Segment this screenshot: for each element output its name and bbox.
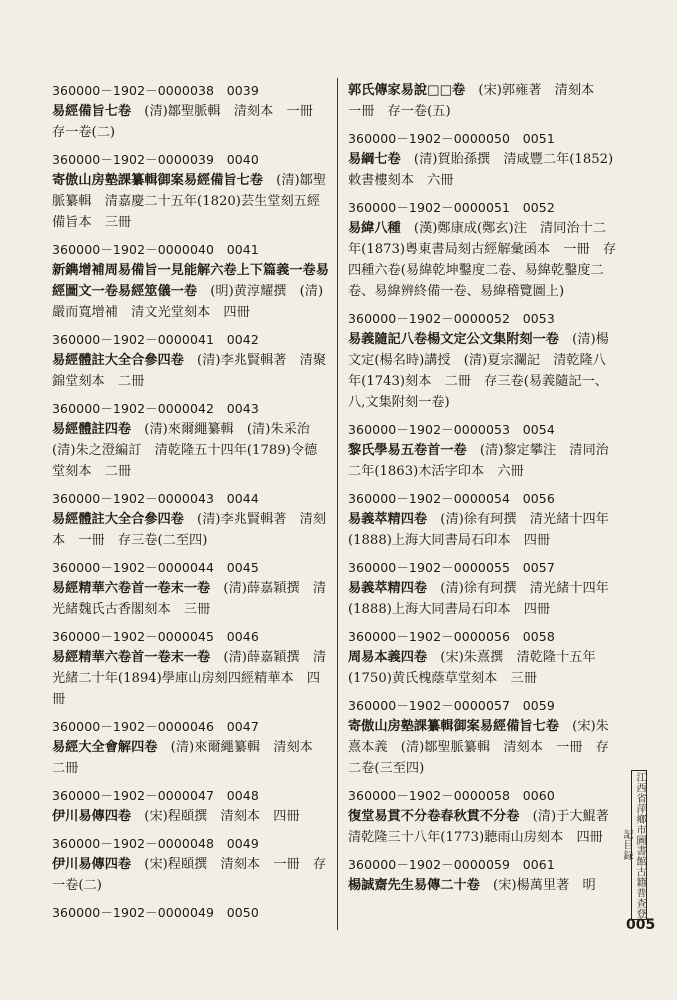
catalog-entry <box>348 128 618 191</box>
catalog-entry <box>348 419 618 482</box>
entry-title: 易經體註大全合參四卷 <box>52 512 184 527</box>
entry-id: 360000－1902－0000057 0059 <box>348 698 555 713</box>
catalog-entry <box>52 626 330 710</box>
catalog-entry <box>348 308 618 413</box>
entry-details: (清)賀貽孫撰 清咸豐二年(1852)敕書樓刻本 六冊 <box>348 152 614 188</box>
catalog-entry <box>52 80 330 143</box>
entry-id: 360000－1902－0000040 0041 <box>52 242 259 257</box>
entry-title: 復堂易貫不分卷春秋貫不分卷 <box>348 809 520 824</box>
entry-description <box>348 647 618 689</box>
entry-title: 易綱七卷 <box>348 152 401 167</box>
entry-description <box>348 149 618 191</box>
entry-description <box>52 350 330 392</box>
catalog-entry <box>52 329 330 392</box>
entry-title: 郭氏傳家易說□□卷 <box>348 83 466 98</box>
catalog-entry <box>52 239 330 323</box>
catalog-entry <box>52 716 330 779</box>
entry-title: 寄傲山房塾課纂輯御案易經備旨七卷 <box>52 173 263 188</box>
left-column <box>52 80 330 929</box>
catalog-entry <box>52 557 330 620</box>
entry-id: 360000－1902－0000054 0056 <box>348 491 555 506</box>
entry-id: 360000－1902－0000051 0052 <box>348 200 555 215</box>
entry-description <box>52 806 330 827</box>
entry-details: (宋)朱熹本義 (清)鄒聖脈纂輯 清刻本 一冊 存二卷(三至四) <box>348 719 609 776</box>
catalog-entry <box>52 902 330 923</box>
entry-description <box>348 80 618 122</box>
entry-description <box>348 218 618 302</box>
side-label: 江西省萍鄉市圖書館古籍普查登記目録 <box>621 771 645 919</box>
entry-id: 360000－1902－0000043 0044 <box>52 491 259 506</box>
entry-details: (漢)鄭康成(鄭玄)注 清同治十二年(1873)粵東書局刻古經解彙函本 一冊 存四種六卷(易緯乾坤鑿度二卷、易緯乾鑿度二卷、易緯辨終備一卷、易緯稽覽圖上) <box>348 221 617 299</box>
entry-title: 易經大全會解四卷 <box>52 740 158 755</box>
entry-title: 楊誠齋先生易傳二十卷 <box>348 878 480 893</box>
entry-details: (宋)程頤撰 清刻本 一冊 存一卷(二) <box>52 857 327 893</box>
entry-id: 360000－1902－0000039 0040 <box>52 152 259 167</box>
entry-details: (清)黎定攀注 清同治二年(1863)木活字印本 六冊 <box>348 443 609 479</box>
entry-title: 易經精華六卷首一卷末一卷 <box>52 650 211 665</box>
entry-description <box>52 419 330 482</box>
entry-description <box>52 260 330 323</box>
entry-description <box>348 578 618 620</box>
entry-details: (清)薛嘉穎撰 清光緒二十年(1894)學庫山房刻四經精華本 四冊 <box>52 650 327 707</box>
entry-id: 360000－1902－0000059 0061 <box>348 857 555 872</box>
entry-details: (清)楊文定(楊名時)講授 (清)夏宗瀾記 清乾隆八年(1743)刻本 二冊 存三卷(易義隨記一、八,文集附刻一卷) <box>348 332 609 410</box>
entry-id: 360000－1902－0000050 0051 <box>348 131 555 146</box>
entry-details: (清)李兆賢輯著 清聚錦堂刻本 二冊 <box>52 353 327 389</box>
entry-details: (清)李兆賢輯著 清刻本 一冊 存三卷(二至四) <box>52 512 327 548</box>
entry-details: (宋)朱熹撰 清乾隆十五年(1750)黄氏槐蔭草堂刻本 三冊 <box>348 650 596 686</box>
entry-details: (宋)楊萬里著 明 <box>479 878 596 893</box>
entry-description <box>348 329 618 413</box>
entry-id: 360000－1902－0000052 0053 <box>348 311 555 326</box>
entry-title: 新鐫增補周易備旨一見能解六卷上下篇義一卷易經圖文一卷易經筮儀一卷 <box>52 263 329 299</box>
entry-description <box>52 170 330 233</box>
catalog-entry <box>348 488 618 551</box>
entry-details: (宋)程頤撰 清刻本 四冊 <box>131 809 300 824</box>
catalog-entry <box>52 785 330 827</box>
entry-id: 360000－1902－0000053 0054 <box>348 422 555 437</box>
column-divider <box>337 78 338 930</box>
catalog-entry <box>52 833 330 896</box>
entry-id: 360000－1902－0000056 0058 <box>348 629 555 644</box>
entry-description <box>52 647 330 710</box>
entry-details: (清)鄒聖脈輯 清刻本 一冊 存一卷(二) <box>52 104 327 140</box>
entry-title: 易緯八種 <box>348 221 401 236</box>
catalog-entry <box>348 854 618 896</box>
entry-description <box>348 716 618 779</box>
entry-description <box>52 101 330 143</box>
catalog-entry <box>52 149 330 233</box>
entry-id: 360000－1902－0000046 0047 <box>52 719 259 734</box>
entry-details: (清)于大鯤著 清乾隆三十八年(1773)聽雨山房刻本 四冊 <box>348 809 623 845</box>
entry-title: 易義萃精四卷 <box>348 512 428 527</box>
entry-description <box>348 509 618 551</box>
entry-title: 易經體註大全合參四卷 <box>52 353 184 368</box>
catalog-entry <box>348 785 623 848</box>
entry-details: (清)來爾繩纂輯 清刻本 二冊 <box>52 740 327 776</box>
entry-title: 周易本義四卷 <box>348 650 428 665</box>
entry-description <box>348 875 618 896</box>
entry-title: 易經備旨七卷 <box>52 104 132 119</box>
catalog-entry <box>52 488 330 551</box>
catalog-entry <box>348 626 618 689</box>
entry-title: 伊川易傳四卷 <box>52 857 132 872</box>
entry-title: 伊川易傳四卷 <box>52 809 132 824</box>
entry-title: 易經精華六卷首一卷末一卷 <box>52 581 211 596</box>
entry-description <box>52 854 330 896</box>
catalog-entry <box>52 398 330 482</box>
entry-id: 360000－1902－0000038 0039 <box>52 83 259 98</box>
entry-title: 黎氏學易五卷首一卷 <box>348 443 467 458</box>
entry-details: (清)薛嘉穎撰 清光緒魏氏古香閣刻本 三冊 <box>52 581 327 617</box>
entry-description <box>348 440 618 482</box>
entry-id: 360000－1902－0000042 0043 <box>52 401 259 416</box>
entry-title: 易義隨記八卷楊文定公文集附刻一卷 <box>348 332 559 347</box>
entry-title: 易義萃精四卷 <box>348 581 428 596</box>
entry-details: (清)徐有珂撰 清光緒十四年(1888)上海大同書局石印本 四冊 <box>348 581 609 617</box>
entry-details: (宋)郭雍著 清刻本 一冊 存一卷(五) <box>348 83 608 119</box>
entry-details: (清)徐有珂撰 清光緒十四年(1888)上海大同書局石印本 四冊 <box>348 512 609 548</box>
entry-details: (清)來爾繩纂輯 (清)朱采治 (清)朱之澄編訂 清乾隆五十四年(1789)令德堂刻本 二冊 <box>52 422 324 479</box>
entry-description <box>348 806 623 848</box>
entry-description <box>52 509 330 551</box>
catalog-entry <box>348 197 618 302</box>
entry-id: 360000－1902－0000041 0042 <box>52 332 259 347</box>
entry-id: 360000－1902－0000049 0050 <box>52 905 259 920</box>
entry-title: 易經體註四卷 <box>52 422 132 437</box>
entry-id: 360000－1902－0000045 0046 <box>52 629 259 644</box>
entry-id: 360000－1902－0000058 0060 <box>348 788 555 803</box>
right-column <box>348 80 623 902</box>
entry-id: 360000－1902－0000044 0045 <box>52 560 259 575</box>
entry-id: 360000－1902－0000055 0057 <box>348 560 555 575</box>
entry-title: 寄傲山房塾課纂輯御案易經備旨七卷 <box>348 719 559 734</box>
entry-details: (清)鄒聖脈纂輯 清嘉慶二十五年(1820)芸生堂刻五經備旨本 三冊 <box>52 173 327 230</box>
catalog-entry <box>348 695 618 779</box>
entry-details: (明)黄淳耀撰 (清)嚴而寬增補 清文光堂刻本 四冊 <box>52 284 324 320</box>
page-number: 005 <box>626 917 656 933</box>
entry-id: 360000－1902－0000048 0049 <box>52 836 259 851</box>
entry-description <box>52 737 330 779</box>
catalog-entry <box>348 80 618 122</box>
catalog-entry <box>348 557 618 620</box>
entry-description <box>52 578 330 620</box>
entry-id: 360000－1902－0000047 0048 <box>52 788 259 803</box>
